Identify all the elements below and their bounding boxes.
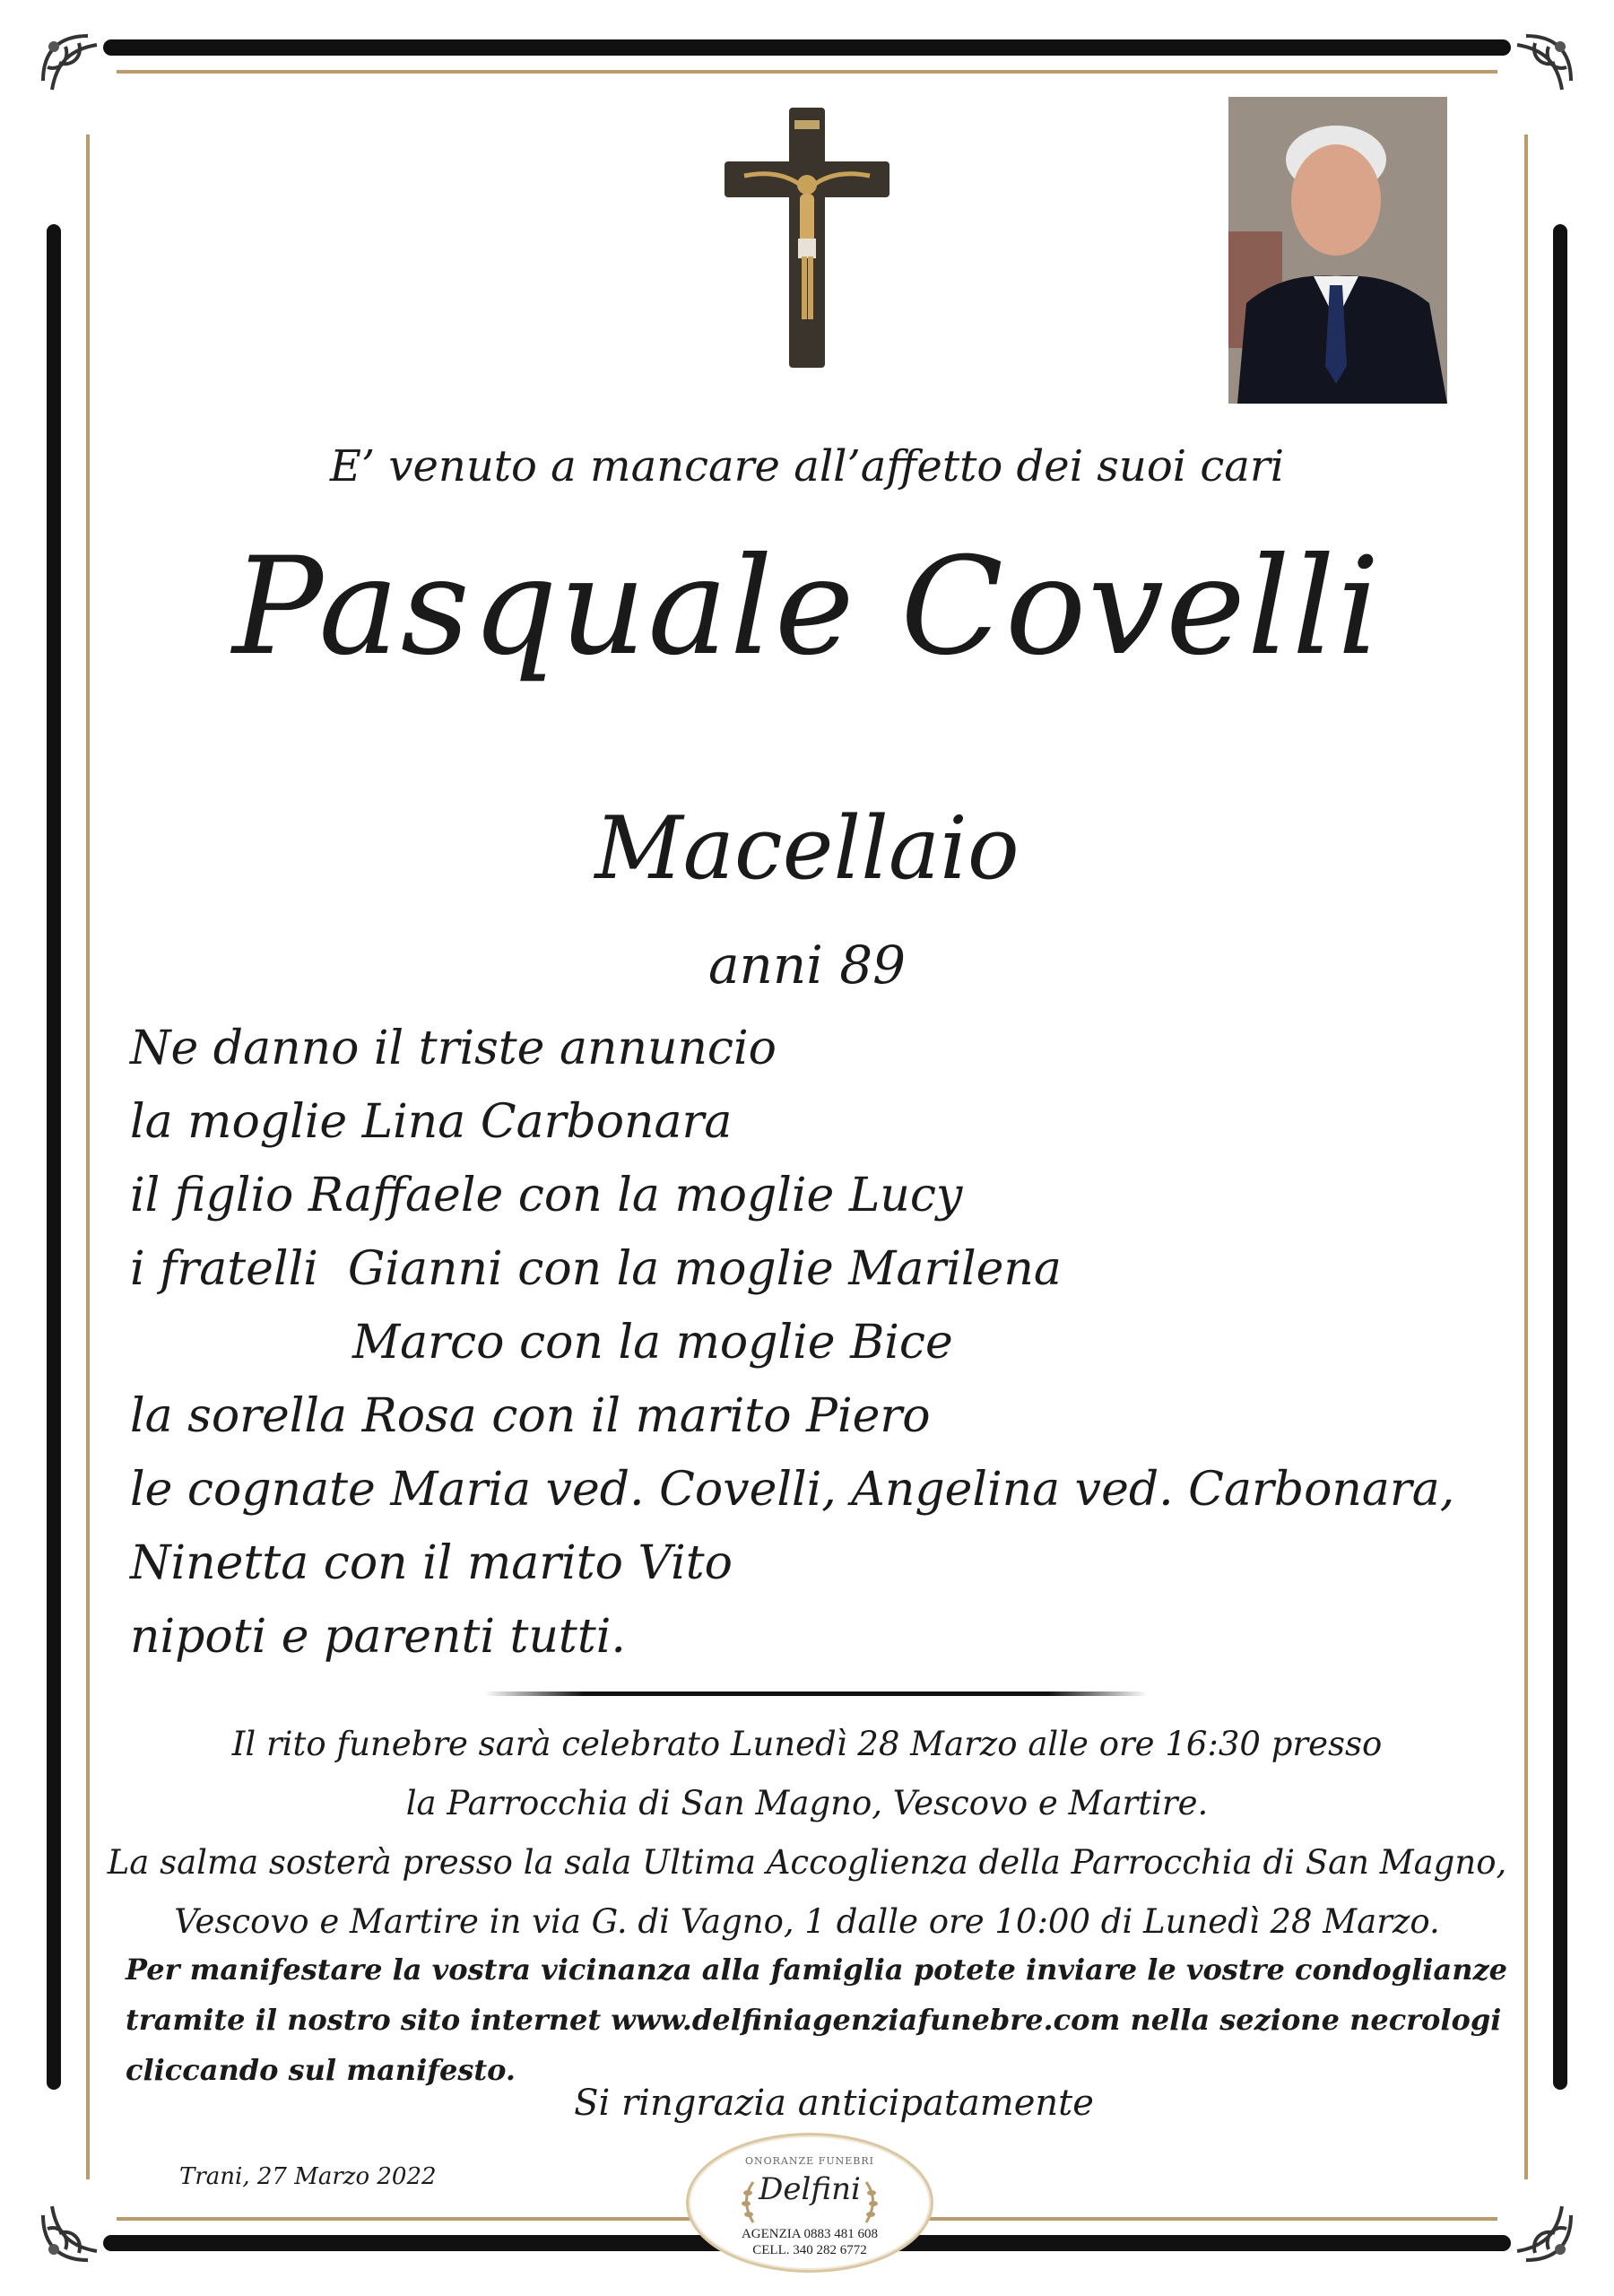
family-line: i fratelli Gianni con la moglie Marilena (130, 1242, 1062, 1296)
family-line: nipoti e parenti tutti. (130, 1610, 626, 1664)
family-line: le cognate Maria ved. Covelli, Angelina ved. Carbonara, (130, 1463, 1455, 1517)
deceased-name: Pasquale Covelli (232, 529, 1382, 685)
agency-logo (686, 2133, 933, 2273)
thanks-text: Si ringrazia anticipatamente (574, 2083, 1094, 2124)
funeral-line: Vescovo e Martire in via G. di Vagno, 1 dalle ore 10:00 di Lunedì 28 Marzo. (174, 1902, 1440, 1941)
place-date: Trani, 27 Marzo 2022 (179, 2163, 437, 2190)
ornament-corner-icon (34, 27, 151, 144)
agency-cell: CELL. 340 282 6772 (752, 2243, 867, 2257)
frame-top-gold-line (117, 70, 1497, 74)
family-line: la sorella Rosa con il marito Piero (130, 1389, 931, 1443)
frame-top-bar (103, 39, 1511, 56)
agency-top-text: ONORANZE FUNEBRI (745, 2155, 874, 2167)
agency-brand: Delfini (759, 2171, 861, 2207)
intro-text: E’ venuto a mancare all’affetto dei suoi cari (329, 441, 1285, 491)
divider (484, 1692, 1148, 1696)
condolence-line: Per manifestare la vostra vicinanza alla famiglia potete inviare le vostre condoglianze (126, 1952, 1507, 1987)
family-line: la moglie Lina Carbonara (130, 1095, 733, 1149)
funeral-line: Il rito funebre sarà celebrato Lunedì 28 Marzo alle ore 16:30 presso (231, 1725, 1383, 1763)
funeral-line: la Parrocchia di San Magno, Vescovo e Martire. (405, 1784, 1209, 1822)
age: anni 89 (707, 935, 907, 996)
family-line: Ninetta con il marito Vito (130, 1536, 733, 1590)
family-line: il figlio Raffaele con la moglie Lucy (130, 1169, 963, 1222)
funeral-line: La salma sosterà presso la sala Ultima Accoglienza della Parrocchia di San Magno, (107, 1843, 1507, 1882)
crucifix-icon (717, 106, 897, 375)
condolence-line: tramite il nostro sito internet www.delfiniagenziafunebre.com nella sezione necrologi (126, 2003, 1502, 2037)
funeral-info (0, 1715, 1614, 1952)
condolence-line: cliccando sul manifesto. (126, 2053, 516, 2087)
ornament-corner-icon (34, 2152, 151, 2269)
portrait-icon (1228, 97, 1447, 404)
profession: Macellaio (594, 798, 1020, 899)
ornament-corner-icon (1463, 2152, 1580, 2269)
family-list (130, 1012, 1454, 1674)
condolence-info (126, 1944, 1524, 2095)
agency-phone: AGENZIA 0883 481 608 (741, 2227, 879, 2241)
family-line: Ne danno il triste annuncio (130, 1022, 777, 1075)
ornament-corner-icon (1463, 27, 1580, 144)
deceased-photo (1228, 97, 1447, 404)
family-line: Marco con la moglie Bice (130, 1316, 953, 1370)
